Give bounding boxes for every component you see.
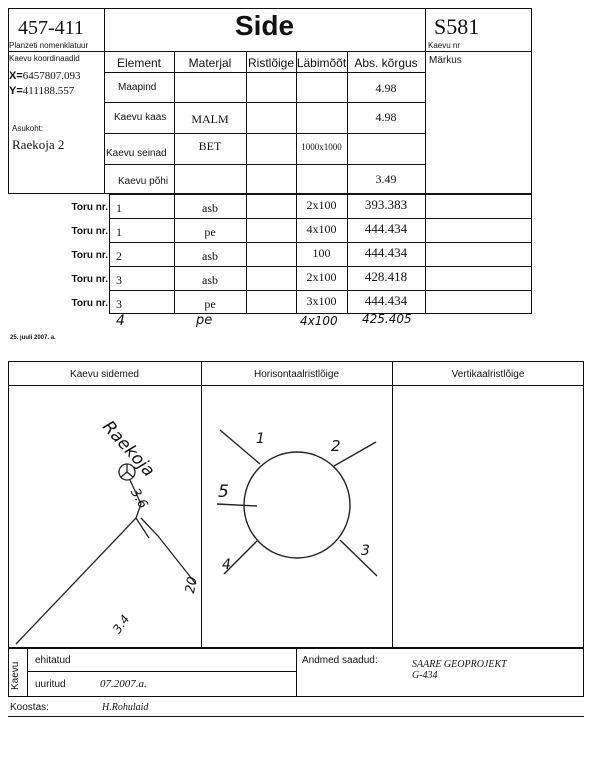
pipe-diameter: 3x100	[306, 294, 337, 308]
location-value: Raekoja 2	[12, 137, 65, 152]
pipe-number-label: 2	[331, 437, 341, 455]
element-height: 3.49	[375, 172, 397, 186]
well-caption: Kaevu nr	[428, 41, 461, 50]
element-material: BET	[198, 139, 222, 153]
pipe-material: asb	[202, 273, 218, 287]
section-connections: Kaevu sidemed	[70, 369, 139, 380]
pipe-label: Toru nr.	[71, 250, 108, 261]
pipe-nr: 2	[116, 249, 122, 263]
compiled-value: H.Rohulaid	[102, 702, 149, 713]
well-cross-section	[244, 452, 350, 558]
pipe-number-label: 5	[218, 482, 229, 502]
sheet-caption: Planzeti nomenklatuur	[9, 41, 89, 50]
pipe-diameter: 4x100	[306, 222, 337, 236]
distance-label: 3.6	[127, 486, 151, 512]
pipe-nr: 3	[116, 273, 122, 287]
pipe-material: pe	[204, 297, 216, 311]
element-label: Maapind	[118, 82, 157, 93]
pipe-label: Toru nr.	[71, 298, 108, 309]
coord-y-label: Y=	[9, 85, 23, 97]
source-label: Andmed saadud:	[302, 655, 378, 666]
built-label: ehitatud	[35, 655, 71, 666]
kaevu-vertical-label: Kaevu	[10, 661, 21, 690]
pipe-number-label: 3	[361, 543, 370, 559]
surveyed-value: 07.2007.a.	[100, 678, 147, 690]
distance-label: 3.4	[110, 612, 133, 637]
pipe-material: pe	[204, 225, 216, 239]
pipe-line	[340, 540, 377, 576]
sheet-number: 457-411	[18, 17, 84, 39]
pipe-height: 428.418	[364, 269, 408, 284]
coord-y-value: 411188.557	[22, 85, 75, 97]
col-remarks: Märkus	[429, 55, 462, 66]
section-vertical: Vertikaalristlõige	[451, 369, 525, 380]
pipe-height: 444.434	[364, 293, 408, 308]
source-code: G-434	[412, 670, 438, 681]
element-label: Kaevu kaas	[114, 112, 167, 123]
pipe-label: Toru nr.	[71, 226, 108, 237]
compiled-label: Koostas:	[10, 702, 49, 713]
pipe-diameter: 100	[312, 246, 331, 260]
element-height: 4.98	[375, 81, 397, 95]
coord-y	[9, 85, 74, 97]
handwritten-material: pe	[196, 313, 213, 328]
pipe-height: 444.434	[364, 245, 408, 260]
col-section: Ristlõige	[247, 56, 295, 70]
coord-x-label: X=	[9, 70, 23, 82]
pipe-height: 444.434	[364, 221, 408, 236]
date-stamp: 25. juuli 2007. a.	[10, 335, 56, 341]
pipe-number-label: 4	[222, 557, 231, 573]
pipe-line	[220, 430, 260, 464]
page-title: Side	[234, 10, 295, 41]
pipe-label: Toru nr.	[71, 274, 108, 285]
pipe-line	[217, 504, 257, 506]
element-material: MALM	[191, 112, 229, 126]
element-height: 4.98	[375, 110, 397, 124]
col-element: Element	[116, 56, 162, 70]
well-number: S581	[434, 14, 480, 39]
handwritten-nr: 4	[116, 313, 125, 329]
compiled-underline	[8, 716, 584, 717]
pipe-nr: 1	[116, 225, 122, 239]
section-horizontal: Horisontaalristlõige	[253, 369, 340, 380]
horizontal-section-sketch	[202, 386, 392, 647]
col-material: Materjal	[188, 56, 232, 70]
element-label: Kaevu seinad	[106, 148, 167, 159]
coord-x	[9, 70, 81, 82]
pipe-nr: 3	[116, 297, 122, 311]
location-caption: Asukoht:	[12, 124, 44, 133]
col-abs-height: Abs. kõrgus	[354, 56, 418, 70]
coord-x-value: 6457807.093	[22, 70, 81, 82]
pipe-height: 393.383	[364, 197, 408, 212]
distance-label: 20	[183, 575, 201, 595]
col-diameter: Läbimõõt	[296, 56, 347, 70]
element-diameter: 1000x1000	[301, 142, 342, 152]
handwritten-height: 425.405	[362, 312, 412, 326]
handwritten-diameter: 4x100	[300, 314, 338, 328]
pipe-material: asb	[202, 201, 218, 215]
pipe-nr: 1	[116, 201, 122, 215]
element-label: Kaevu põhi	[118, 176, 169, 187]
street-label: Raekoja	[98, 417, 159, 481]
pipe-number-label: 1	[256, 431, 265, 447]
source-value: SAARE GEOPROJEKT	[412, 659, 507, 670]
pipe-material: asb	[202, 249, 218, 263]
pipe-label: Toru nr.	[71, 202, 108, 213]
coords-caption: Kaevu koordinaadid	[9, 54, 80, 63]
surveyed-label: uuritud	[35, 679, 66, 690]
pipe-diameter: 2x100	[306, 270, 337, 284]
connection-line	[141, 518, 196, 584]
pipe-diameter: 2x100	[306, 198, 337, 212]
